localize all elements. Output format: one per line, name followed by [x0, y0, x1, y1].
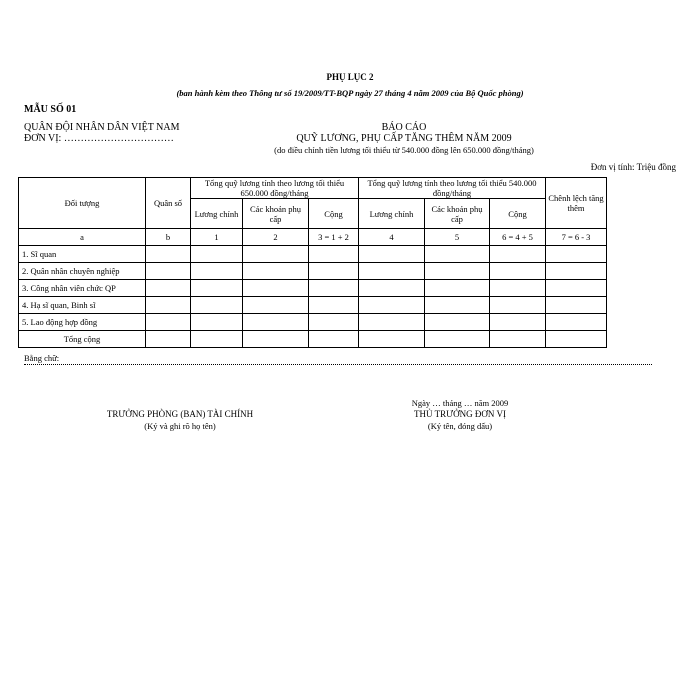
row-label: 1. Sĩ quan — [19, 246, 146, 263]
row-label: 3. Công nhân viên chức QP — [19, 280, 146, 297]
table-cell — [146, 297, 191, 314]
sub-basic-650: Lương chính — [191, 199, 243, 229]
table-cell — [359, 263, 425, 280]
table-cell — [546, 280, 607, 297]
table-cell — [243, 314, 309, 331]
table-cell — [546, 314, 607, 331]
table-cell — [546, 331, 607, 348]
report-table — [18, 177, 607, 348]
table-cell — [425, 314, 490, 331]
table-cell — [243, 297, 309, 314]
table-cell — [359, 246, 425, 263]
sub-allowance-650: Các khoản phụ cấp — [243, 199, 309, 229]
index-cell: 2 — [243, 229, 309, 246]
table-cell — [425, 263, 490, 280]
report-label: BÁO CÁO — [381, 122, 427, 133]
index-cell: a — [19, 229, 146, 246]
table-cell — [490, 297, 546, 314]
table-cell — [191, 297, 243, 314]
group-650-header: Tổng quỹ lương tính theo lương tối thiểu 650.000 đồng/tháng — [191, 178, 359, 199]
appendix-title: PHỤ LỤC 2 — [326, 72, 374, 82]
sub-allowance-540: Các khoản phụ cấp — [425, 199, 490, 229]
table-cell — [490, 314, 546, 331]
table-cell — [309, 297, 359, 314]
total-row — [19, 331, 607, 348]
table-cell — [243, 331, 309, 348]
table-cell — [359, 314, 425, 331]
table-row — [19, 263, 607, 280]
table-row — [19, 297, 607, 314]
total-label: Tổng cộng — [19, 331, 146, 348]
sub-basic-540: Lương chính — [359, 199, 425, 229]
amount-in-words-line — [24, 364, 652, 365]
unit-commander-note: (Ký tên, đóng dấu) — [427, 421, 493, 431]
table-cell — [425, 297, 490, 314]
finance-head-title: TRƯỞNG PHÒNG (BAN) TÀI CHÍNH — [106, 409, 254, 419]
date-line: Ngày … tháng … năm 2009 — [411, 398, 509, 408]
index-cell: b — [146, 229, 191, 246]
index-cell: 1 — [191, 229, 243, 246]
index-cell: 6 = 4 + 5 — [490, 229, 546, 246]
table-cell — [425, 331, 490, 348]
table-cell — [309, 314, 359, 331]
sub-total-650: Cộng — [309, 199, 359, 229]
table-cell — [146, 263, 191, 280]
table-cell — [146, 314, 191, 331]
table-cell — [243, 246, 309, 263]
table-cell — [191, 263, 243, 280]
table-cell — [546, 297, 607, 314]
index-cell: 4 — [359, 229, 425, 246]
index-cell: 7 = 6 - 3 — [546, 229, 607, 246]
amount-in-words-label: Bằng chữ: — [24, 353, 60, 363]
table-cell — [425, 280, 490, 297]
group-540-header: Tổng quỹ lương tính theo lương tối thiểu 540.000 đồng/tháng — [359, 178, 546, 199]
row-label: 5. Lao động hợp đồng — [19, 314, 146, 331]
unit-of-measure: Đơn vị tính: Triệu đồng — [590, 162, 676, 172]
table-cell — [309, 246, 359, 263]
row-label: 4. Hạ sĩ quan, Binh sĩ — [19, 297, 146, 314]
table-cell — [309, 280, 359, 297]
table-cell — [146, 246, 191, 263]
col-subject-header: Đối tượng — [19, 178, 146, 229]
table-cell — [490, 246, 546, 263]
table-cell — [425, 246, 490, 263]
index-cell: 3 = 1 + 2 — [309, 229, 359, 246]
form-code: MẪU SỐ 01 — [24, 104, 77, 115]
table-row — [19, 246, 607, 263]
table-cell — [490, 263, 546, 280]
table-cell — [146, 331, 191, 348]
unit-commander-title: THỦ TRƯỞNG ĐƠN VỊ — [414, 409, 506, 419]
table-cell — [359, 331, 425, 348]
organization-name: QUÂN ĐỘI NHÂN DÂN VIỆT NAM — [24, 122, 180, 133]
table-cell — [490, 280, 546, 297]
table-cell — [546, 263, 607, 280]
table-row — [19, 280, 607, 297]
col-headcount-header: Quân số — [146, 178, 191, 229]
report-subtitle: (do điều chỉnh tiền lương tối thiểu từ 540.000 đồng lên 650.000 đồng/tháng) — [274, 145, 534, 155]
appendix-subtitle: (ban hành kèm theo Thông tư số 19/2009/TT-BQP ngày 27 tháng 4 năm 2009 của Bộ Quốc phòng) — [176, 88, 524, 98]
table-cell — [309, 331, 359, 348]
table-cell — [191, 246, 243, 263]
unit-line: ĐƠN VỊ: …………………………… — [24, 133, 174, 144]
index-cell: 5 — [425, 229, 490, 246]
table-cell — [309, 263, 359, 280]
sub-total-540: Cộng — [490, 199, 546, 229]
row-label: 2. Quân nhân chuyên nghiệp — [19, 263, 146, 280]
table-cell — [359, 280, 425, 297]
table-cell — [191, 280, 243, 297]
table-cell — [243, 263, 309, 280]
col-difference-header: Chênh lệch tăng thêm — [546, 178, 607, 229]
table-cell — [243, 280, 309, 297]
header-row-1 — [19, 178, 607, 199]
table-cell — [191, 314, 243, 331]
report-title: QUỸ LƯƠNG, PHỤ CẤP TĂNG THÊM NĂM 2009 — [296, 133, 512, 144]
index-row — [19, 229, 607, 246]
finance-head-note: (Ký và ghi rõ họ tên) — [144, 421, 216, 431]
table-row — [19, 314, 607, 331]
table-cell — [490, 331, 546, 348]
table-cell — [191, 331, 243, 348]
table-cell — [359, 297, 425, 314]
table-cell — [146, 280, 191, 297]
table-cell — [546, 246, 607, 263]
